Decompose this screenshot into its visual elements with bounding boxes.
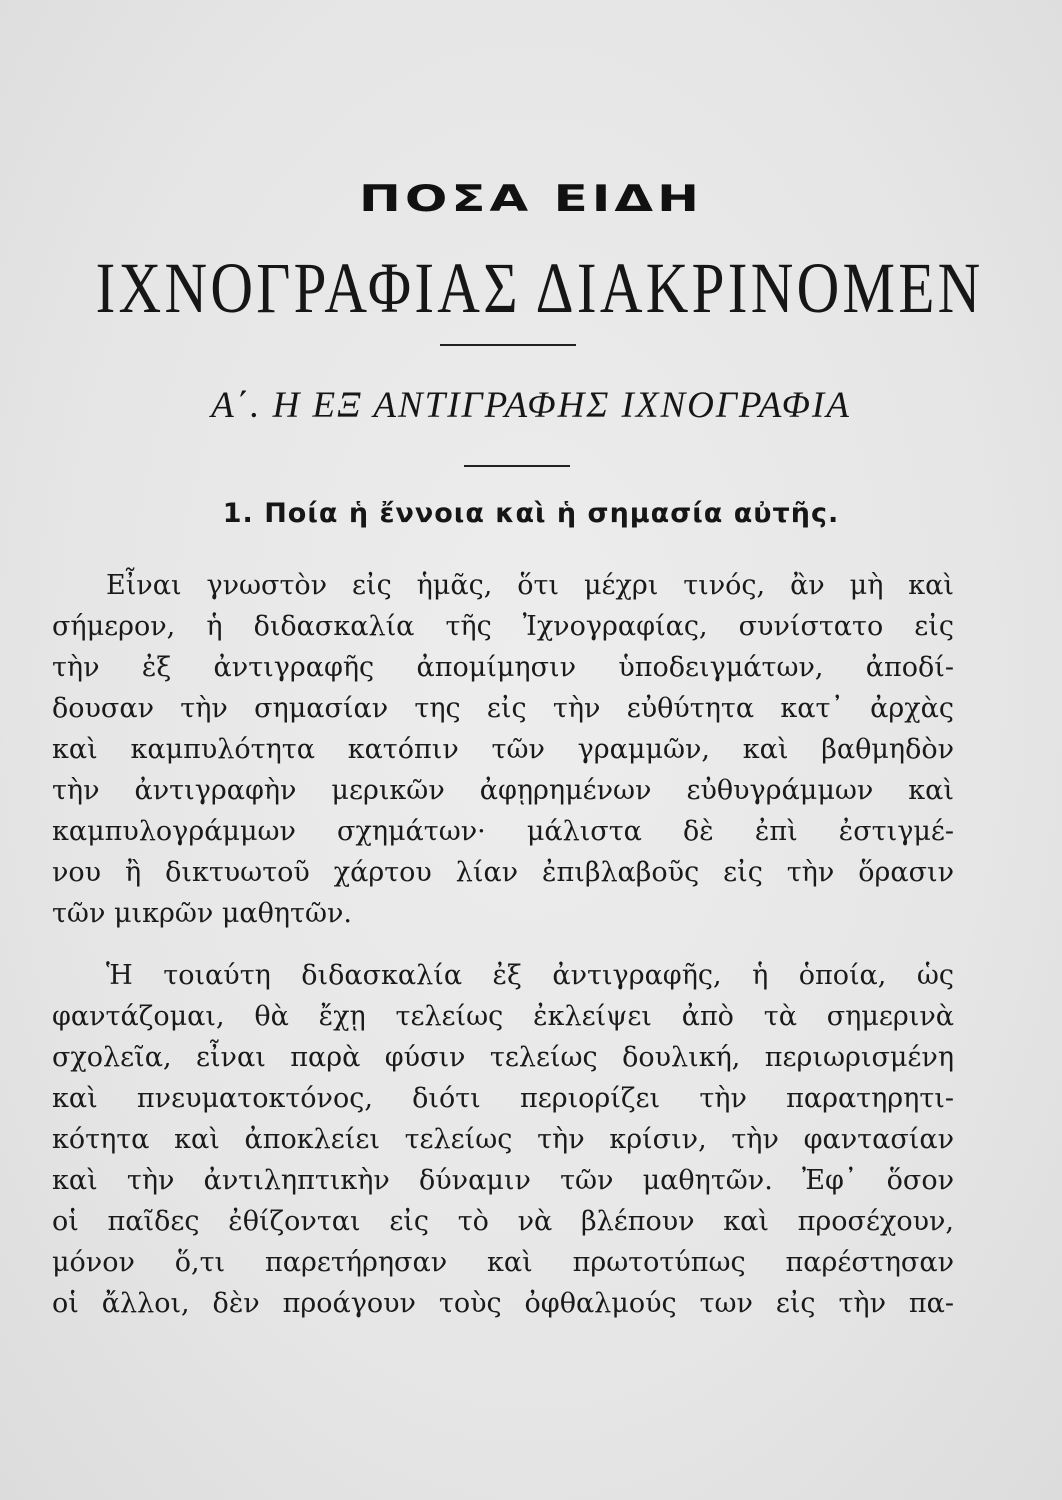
text-line: κότητα καὶ ἀποκλείει τελείως τὴν κρίσιν, τὴν φαντασίαν [52, 1124, 954, 1155]
text-line: φαντάζομαι, θὰ ἔχῃ τελείως ἐκλείψει ἀπὸ τὰ σημερινὰ [52, 1001, 954, 1032]
paragraph [52, 955, 954, 1324]
text-line: δουσαν τὴν σημασίαν της εἰς τὴν εὐθύτητα κατ᾿ ἀρχὰς [52, 693, 954, 724]
divider-rule [464, 465, 570, 467]
text-line: καὶ καμπυλότητα κατόπιν τῶν γραμμῶν, καὶ βαθμηδὸν [52, 734, 954, 765]
divider-rule [440, 344, 576, 346]
text-line: νου ἢ δικτυωτοῦ χάρτου λίαν ἐπιβλαβοῦς εἰς τὴν ὅρασιν [52, 857, 954, 888]
section-heading: Α΄. Η ΕΞ ΑΝΤΙΓΡΑΦΗΣ ΙΧΝΟΓΡΑΦΙΑ [211, 385, 851, 426]
text-line: μόνον ὅ,τι παρετήρησαν καὶ πρωτοτύπως παρέστησαν [52, 1247, 954, 1278]
text-line: Ἡ τοιαύτη διδασκαλία ἐξ ἀντιγραφῆς, ἡ ὁποία, ὡς [106, 960, 954, 991]
paragraph [52, 565, 954, 934]
text-line: Εἶναι γνωστὸν εἰς ἡμᾶς, ὅτι μέχρι τινός, ἂν μὴ καὶ [106, 570, 954, 601]
text-line: σχολεῖα, εἶναι παρὰ φύσιν τελείως δουλική, περιωρισμένη [52, 1042, 954, 1073]
chapter-title-top: ΠΟΣΑ ΕΙΔΗ [359, 178, 703, 220]
text-line: τῶν μικρῶν μαθητῶν. [52, 898, 353, 929]
text-line: καὶ πνευματοκτόνος, διότι περιορίζει τὴν παρατηρητι- [52, 1083, 954, 1114]
text-line: τὴν ἐξ ἀντιγραφῆς ἀπομίμησιν ὑποδειγμάτων, ἀποδί- [52, 652, 954, 683]
text-line: σήμερον, ἡ διδασκαλία τῆς Ἰχνογραφίας, συνίστατο εἰς [52, 611, 954, 642]
text-line: καὶ τὴν ἀντιληπτικὴν δύναμιν τῶν μαθητῶν. Ἐφ᾿ ὅσον [52, 1165, 954, 1196]
subsection-heading: 1. Ποία ἡ ἔννοια καὶ ἡ σημασία αὐτῆς. [222, 498, 840, 529]
text-line: οἱ ἄλλοι, δὲν προάγουν τοὺς ὀφθαλμούς των εἰς τὴν πα- [52, 1288, 954, 1319]
text-line: καμπυλογράμμων σχημάτων· μάλιστα δὲ ἐπὶ ἐστιγμέ- [52, 816, 954, 847]
chapter-title-main: ΙΧΝΟΓΡΑΦΙΑΣ ΔΙΑΚΡΙΝΟΜΕΝ [95, 248, 984, 328]
text-line: οἱ παῖδες ἐθίζονται εἰς τὸ νὰ βλέπουν καὶ προσέχουν, [52, 1206, 954, 1237]
text-line: τὴν ἀντιγραφὴν μερικῶν ἀφῃρημένων εὐθυγράμμων καὶ [52, 775, 954, 806]
